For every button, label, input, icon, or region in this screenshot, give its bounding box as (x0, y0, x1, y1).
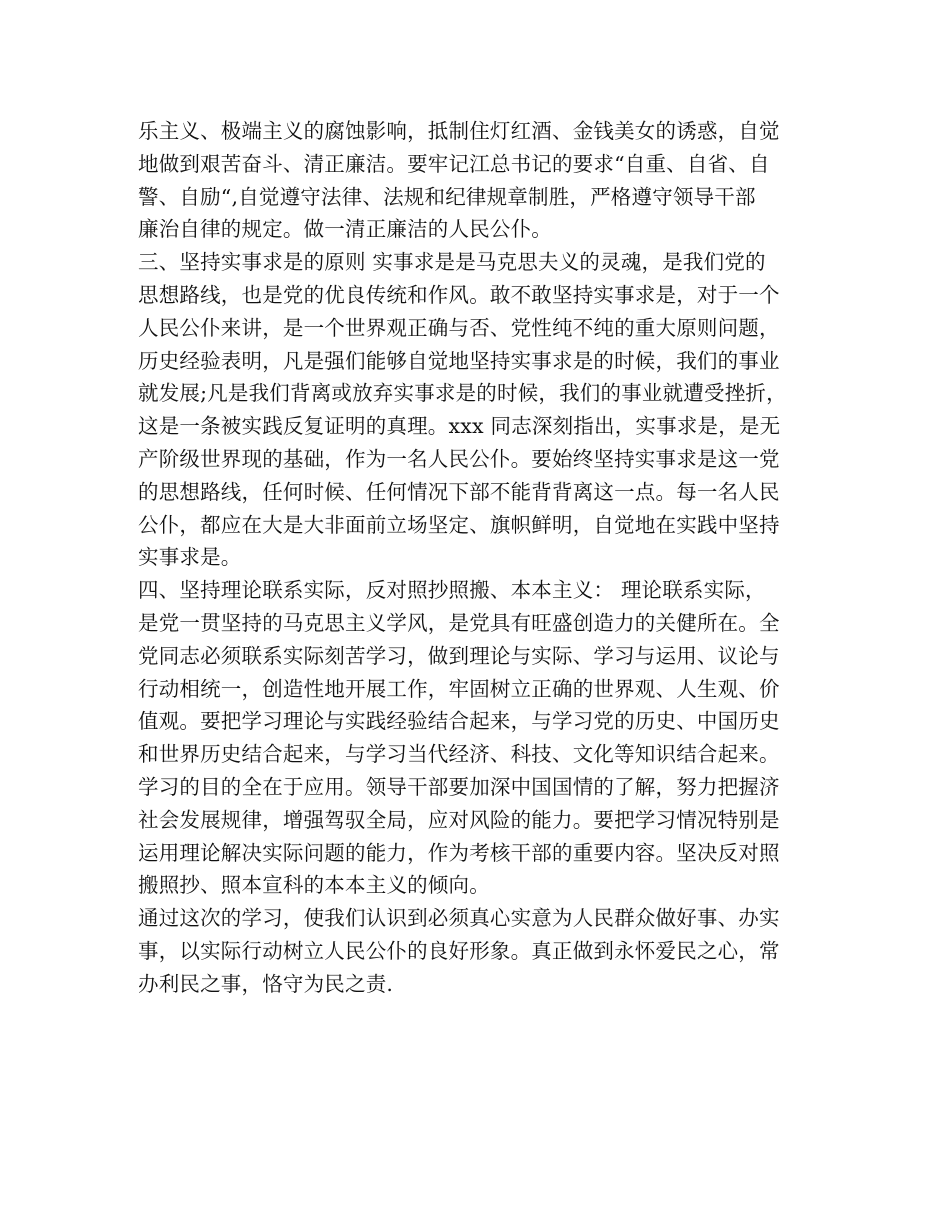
paragraph-seek-truth (138, 246, 818, 574)
paragraph-integrity (138, 115, 818, 246)
text-line: 行动相统一，创造性地开展工作，牢固树立正确的世界观、人生观、价 (138, 676, 780, 701)
text-line: 党同志必须联系实际刻苦学习，做到理论与实际、学习与运用、议论与 (138, 643, 780, 668)
text-line: 四、坚持理论联系实际，反对照抄照搬、本本主义： 理论联系实际， (138, 578, 766, 603)
text-line: 人民公仆来讲，是一个世界观正确与否、党性纯不纯的重大原则问题， (138, 315, 780, 340)
text-line: 廉治自律的规定。做一清正廉洁的人民公仆。 (138, 217, 552, 242)
text-line: 就发展;凡是我们背离或放弃实事求是的时候，我们的事业就遭受挫折， (138, 381, 787, 406)
text-line: 学习的目的全在于应用。领导干部要加深中国国情的了解，努力把握济 (138, 774, 780, 799)
text-line: 事，以实际行动树立人民公仆的良好形象。真正做到永怀爱民之心，常 (138, 938, 780, 963)
text-line: 的思想路线，任何时候、任何情况下部不能背背离这一点。每一名人民 (138, 479, 780, 504)
text-line: 历史经验表明，凡是强们能够自觉地坚持实事求是的时候，我们的事业 (138, 348, 780, 373)
text-line: 三、坚持实事求是的原则 实事求是是马克思夫义的灵魂，是我们党的 (138, 250, 766, 275)
text-line: 地做到艰苦奋斗、清正廉洁。要牢记江总书记的要求“自重、自省、自 (138, 151, 770, 176)
text-line: 搬照抄、照本宣科的本本主义的倾向。 (138, 873, 490, 898)
paragraph-conclusion (138, 902, 818, 1000)
text-line: 警、自励“,自觉遵守法律、法规和纪律规章制胜，严格遵守领导干部 (138, 184, 756, 209)
text-line: 办利民之事，恪守为民之责. (138, 971, 394, 996)
text-line: 实事求是。 (138, 545, 242, 570)
text-line: 产阶级世界现的基础，作为一名人民公仆。要始终坚持实事求是这一党 (138, 446, 780, 471)
text-line: 公仆，都应在大是大非面前立场坚定、旗帜鲜明，自觉地在实践中坚持 (138, 512, 780, 537)
document-body (138, 115, 818, 1001)
text-line: 思想路线，也是党的优良传统和作风。敢不敢坚持实事求是，对于一个 (138, 282, 780, 307)
text-line: 和世界历史结合起来，与学习当代经济、科技、文化等知识结合起来。 (138, 742, 780, 767)
text-line: 值观。要把学习理论与实践经验结合起来，与学习党的历史、中国历史 (138, 709, 780, 734)
text-line: 通过这次的学习，使我们认识到必须真心实意为人民群众做好事、办实 (138, 906, 780, 931)
paragraph-theory-practice (138, 574, 818, 902)
text-line: 运用理论解决实际问题的能力，作为考核干部的重要内容。坚决反对照 (138, 840, 780, 865)
text-line: 是党一贯坚持的马克思主义学风，是党具有旺盛创造力的关健所在。全 (138, 610, 780, 635)
text-line: 社会发展规律，增强驾驭全局，应对风险的能力。要把学习情况特别是 (138, 807, 780, 832)
text-line: 乐主义、极端主义的腐蚀影响，抵制住灯红酒、金钱美女的诱惑，自觉 (138, 119, 780, 143)
text-line: 这是一条被实践反复证明的真理。xxx 同志深刻指出，实事求是，是无 (138, 414, 781, 439)
